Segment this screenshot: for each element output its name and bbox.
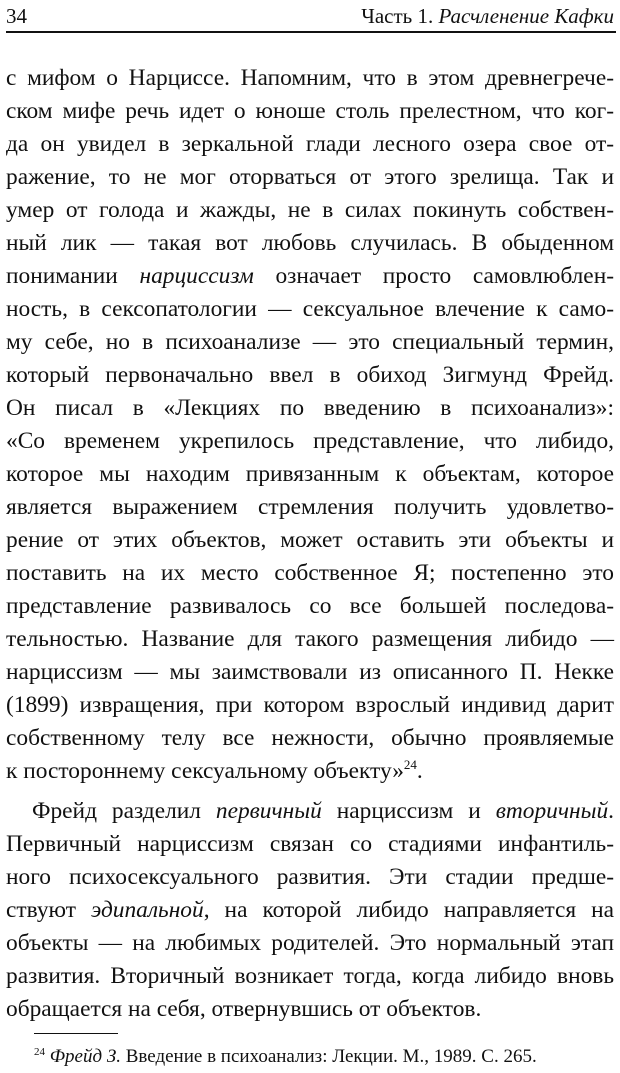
text-line: который первоначально ввел в обиход Зигмунд Фрейд. — [6, 362, 614, 388]
text-line: му себе, но в психоанализе — это специальный термин, — [6, 329, 614, 355]
italic-term: эдипальной — [90, 897, 204, 923]
text-line: умер от голода и жажды, не в силах покинуть собствен- — [6, 197, 614, 223]
page-number: 34 — [6, 4, 27, 28]
italic-term: первичный — [215, 798, 322, 824]
text-line: ражение, то не мог оторваться от этого зрелища. Так и — [6, 164, 614, 190]
text-span: означает просто самовлюблен- — [253, 263, 614, 289]
text-line: «Со временем укрепилось представление, что либидо, — [6, 428, 614, 454]
italic-term: вторичный — [495, 798, 609, 824]
text-line: объекты — на любимых родителей. Это нормальный этап — [6, 930, 614, 956]
text-span: Фрейд разделил — [32, 798, 216, 824]
italic-term: нарциссизм — [139, 263, 254, 289]
footnote — [34, 1046, 537, 1068]
text-line: (1899) извращения, при котором взрослый индивид дарит — [6, 692, 614, 718]
text-span: нарциссизм и — [321, 798, 496, 824]
text-line: является выражением стремления получить удовлетво- — [6, 494, 614, 520]
text-line: поставить на их место собственное Я; постепенно это — [6, 560, 614, 586]
text-line: тельностью. Название для такого размещения либидо — — [6, 626, 614, 652]
footnote-author: Фрейд З. — [49, 1046, 121, 1067]
text-line — [6, 896, 614, 925]
text-line: Первичный нарциссизм связан со стадиями инфантиль- — [6, 831, 614, 857]
text-line: рение от этих объектов, может оставить эти объекты и — [6, 527, 614, 553]
running-title — [361, 4, 614, 29]
text-line: с мифом о Нарциссе. Напомним, что в этом древнегрече- — [6, 65, 614, 91]
text-span: понимании — [6, 263, 140, 289]
text-line — [6, 262, 614, 291]
text-line: ность, в сексопатологии — сексуальное влечение к само- — [6, 296, 614, 322]
text-line: ный лик — такая вот любовь случилась. В обыденном — [6, 230, 614, 256]
footnote-ref: 24 — [403, 757, 417, 772]
running-chapter: Расчленение Кафки — [438, 4, 614, 28]
running-header — [6, 4, 614, 30]
text-line — [32, 797, 614, 826]
text-line: да он увидел в зеркальной глади лесного озера свое от- — [6, 131, 614, 157]
text-line: обращается на себя, отвернувшись от объектов. — [6, 996, 482, 1022]
text-span: ствуют — [6, 897, 91, 923]
text-span: к постороннему сексуальному объекту» — [6, 758, 404, 784]
header-rule — [6, 31, 616, 33]
running-part: Часть 1. — [361, 4, 434, 28]
text-line: развития. Вторичный возникает тогда, когда либидо вновь — [6, 963, 614, 989]
text-line: нарциссизм — мы заимствовали из описанного П. Некке — [6, 659, 614, 685]
text-line — [6, 757, 614, 786]
text-line: Он писал в «Лекциях по введению в психоанализ»: — [6, 395, 614, 421]
text-span: . — [608, 798, 615, 824]
text-line: которое мы находим привязанным к объектам, которое — [6, 461, 614, 487]
text-line: ском мифе речь идет о юноше столь прелестном, что ког- — [6, 98, 614, 124]
text-span: . — [416, 758, 423, 784]
footnote-text: Введение в психоанализ: Лекции. М., 1989. С. 265. — [120, 1046, 537, 1067]
footnote-rule — [34, 1033, 118, 1034]
text-line: ного психосексуального развития. Эти стадии предше- — [6, 864, 614, 890]
footnote-number: 24 — [34, 1046, 45, 1058]
text-line: представление развивалось со все большей последова- — [6, 593, 614, 619]
text-span: , на которой либидо направляется на — [203, 897, 614, 923]
text-line: собственному телу все нежности, обычно проявляемые — [6, 725, 614, 751]
